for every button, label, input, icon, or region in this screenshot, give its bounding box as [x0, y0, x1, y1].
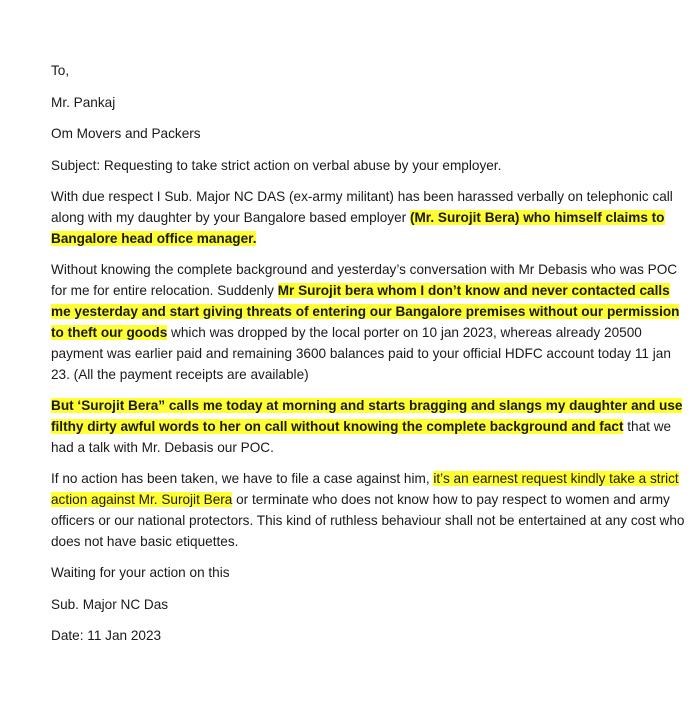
paragraph-1-highlight: (Mr. Surojit Bera) who himself claims to Bangalore head office manager.: [51, 210, 665, 246]
closing-line: Waiting for your action on this: [51, 565, 230, 580]
subject-line: Subject: Requesting to take strict action on verbal abuse by your employer.: [51, 157, 502, 173]
paragraph-2-text-start: Without knowing the complete background and yesterday’s conversation with Mr Debasis who was POC for me for entire relocation. Suddenly: [51, 262, 678, 298]
letter-date: Date: 11 Jan 2023: [51, 628, 162, 643]
signature: Sub. Major NC Das: [51, 596, 169, 612]
letter-body: [51, 60, 691, 657]
paragraph-4-text-end: or terminate who does not know how to pay respect to women and army officers or our national protectors. This kind of ruthless behaviour shall not be entertained at any cost who does not have basic etiquettes.: [51, 492, 685, 549]
paragraph-2-text-end: which was dropped by the local porter on 10 jan 2023, whereas already 20500 payment was earlier paid and remaining 3600 balances paid to your official HDFC account today 11 jan 23. (All the payment receipts are available): [51, 325, 671, 382]
company-name: Om Movers and Packers: [51, 126, 201, 141]
recipient-name: Mr. Pankaj: [51, 94, 116, 110]
paragraph-2: [51, 259, 691, 385]
paragraph-3: [51, 395, 691, 458]
paragraph-2-highlight: Mr Surojit bera whom I don’t know and never contacted calls me yesterday and start giving threats of entering our Bangalore premises without our permission to theft our goods: [51, 283, 680, 340]
paragraph-1: [51, 186, 691, 249]
paragraph-1-text: With due respect I Sub. Major NC DAS (ex-army militant) has been harassed verbally on telephonic call along with my daughter by your Bangalore based employer: [51, 189, 673, 225]
paragraph-4: [51, 468, 691, 552]
paragraph-3-text: that we had a talk with Mr. Debasis our POC.: [51, 419, 672, 455]
salutation: To,: [51, 63, 70, 78]
paragraph-4-text-start: If no action has been taken, we have to file a case against him,: [51, 471, 434, 486]
paragraph-3-highlight: But ‘Surojit Bera” calls me today at morning and starts bragging and slangs my daughter and use filthy dirty awful words to her on call without knowing the complete background and fact: [51, 398, 683, 434]
paragraph-4-highlight: it’s an earnest request kindly take a strict action against Mr. Surojit Bera: [51, 471, 679, 507]
